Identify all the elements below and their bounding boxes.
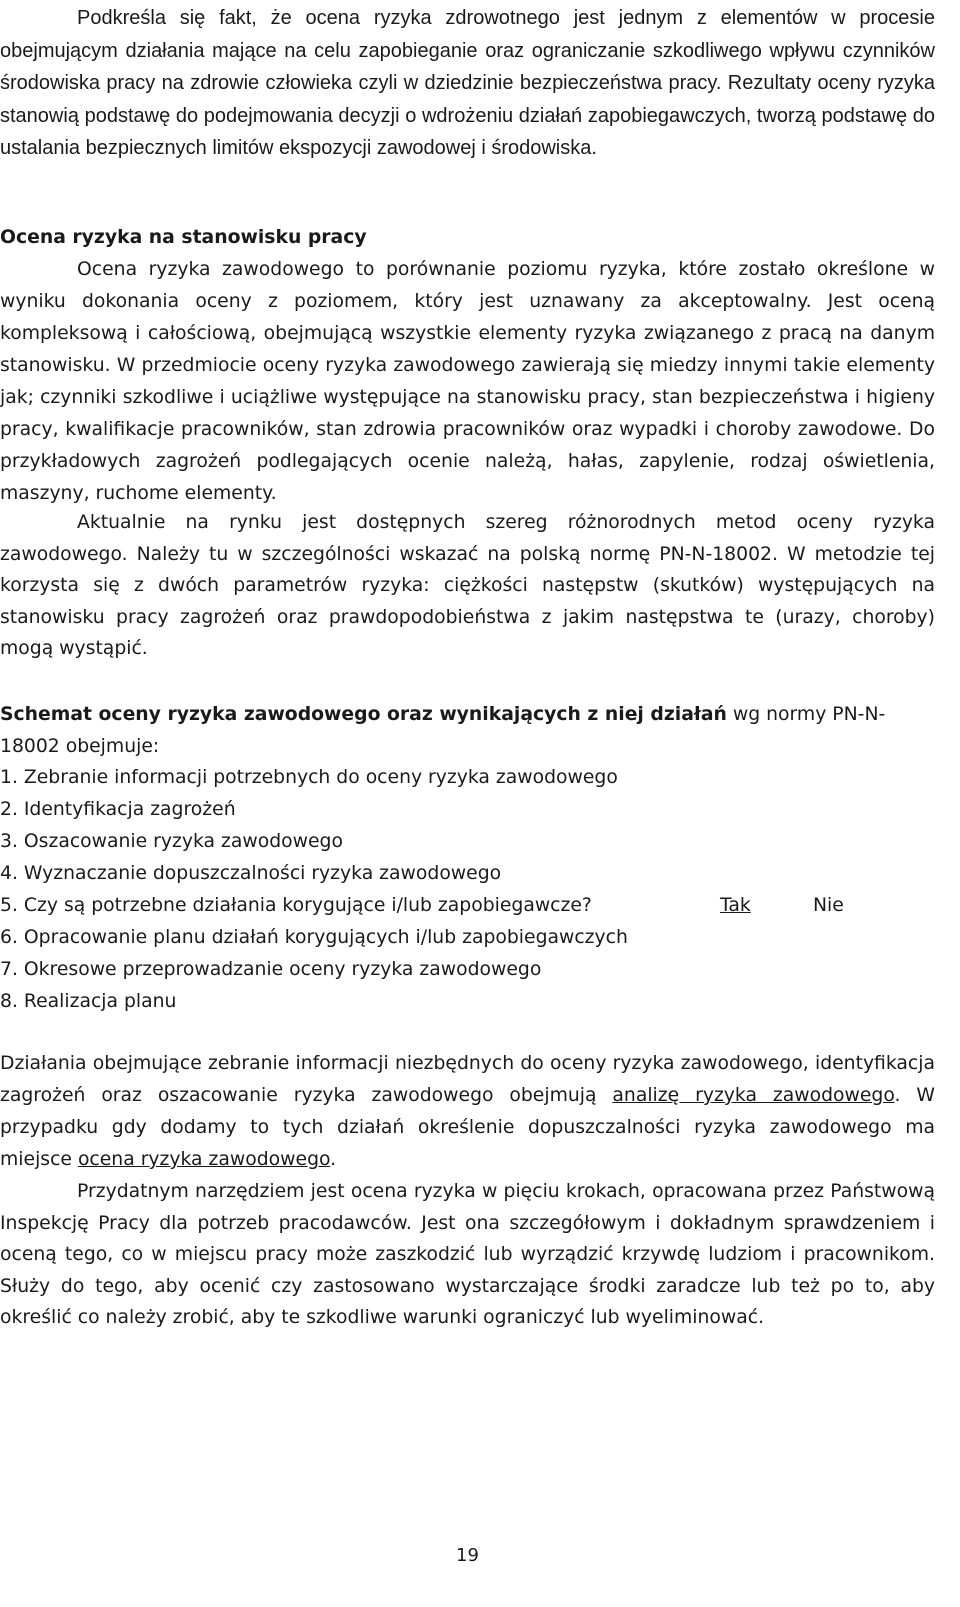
step-text: 3. Oszacowanie ryzyka zawodowego [0,831,343,852]
risk-assessment-paragraph: Ocena ryzyka zawodowego to porównanie poziomu ryzyka, które zostało określone w wyniku dokonania oceny z poziomem, który jest uznawany za akceptowalny. Jest oceną kompleksową i całościową, obejmującą wszystkie elementy ryzyka związanego z pracą na danym stanowisku. W przedmiocie oceny ryzyka zawodowego zawierają się miedzy innymi takie elementy jak; czynniki szkodliwe i uciążliwe występujące na stanowisku pracy, stan bezpieczeństwa i higieny pracy, kwalifikacje pracowników, stan zdrowia pracowników oraz wypadki i choroby zawodowe. Do przykładowych zagrożeń podlegających ocenie należą, hałas, zapylenie, rodzaj oświetlenia, maszyny, ruchome elementy. [0,259,935,504]
intro-paragraph: Podkreśla się fakt, że ocena ryzyka zdrowotnego jest jednym z elementów w procesie obejmującym działania mające na celu zapobieganie oraz ograniczanie szkodliwego wpływu czynników środowiska pracy na zdrowie człowieka czyli w dziedzinie bezpieczeństwa pracy. Rezultaty oceny ryzyka stanowią podstawę do podejmowania decyzji o wdrożeniu działań zapobiegawczych, tworzą podstawę do ustalania bezpiecznych limitów ekspozycji zawodowej i środowiska. [0,7,935,159]
list-item [0,954,935,986]
step-text: 6. Opracowanie planu działań korygujących i/lub zapobiegawczych [0,927,628,948]
step-text: 4. Wyznaczanie dopuszczalności ryzyka zawodowego [0,863,502,884]
step-text: 1. Zebranie informacji potrzebnych do oceny ryzyka zawodowego [0,767,618,788]
step-text: 7. Okresowe przeprowadzanie oceny ryzyka zawodowego [0,959,542,980]
list-item [0,922,935,954]
page-number: 19 [456,1545,479,1566]
option-yes: Tak [720,895,751,916]
schema-steps-list [0,762,935,1018]
methods-paragraph: Aktualnie na rynku jest dostępnych szereg różnorodnych metod oceny ryzyka zawodowego. Należy tu w szczególności wskazać na polską normę PN-N-18002. W metodzie tej korzysta się z dwóch parametrów ryzyka: ciężkości następstw (skutków) występujących na stanowisku pracy zagrożeń oraz prawdopodobieństwa z jakim następstwa te (urazy, choroby) mogą wystąpić. [0,512,935,659]
list-item [0,826,935,858]
schema-heading [0,699,935,763]
list-item [0,986,935,1018]
list-item [0,762,935,794]
option-no: Nie [813,895,844,916]
list-item [0,858,935,890]
list-item [0,890,935,922]
analysis-text-start: Działania obejmujące zebranie informacji niezbędnych do oceny ryzyka zawodowego, identyfikacja zagrożeń oraz oszacowanie ryzyka zawodowego obejmują [0,1053,935,1106]
section-heading: Ocena ryzyka na stanowisku pracy [0,227,367,248]
analysis-link: analizę ryzyka zawodowego [612,1085,895,1106]
analysis-text-end: . [330,1149,337,1170]
step-text: 5. Czy są potrzebne działania korygujące i/lub zapobiegawcze? [0,895,592,916]
assessment-link: ocena ryzyka zawodowego [77,1149,331,1170]
analysis-text-middle: . W przypadku gdy dodamy to tych działań określenie dopuszczalności ryzyka zawodowego ma miejsce [0,1085,935,1170]
schema-title: Schemat oceny ryzyka zawodowego oraz wynikających z niej działań [0,704,727,725]
analysis-paragraph [0,1048,935,1176]
five-steps-paragraph: Przydatnym narzędziem jest ocena ryzyka w pięciu krokach, opracowana przez Państwową Inspekcję Pracy dla potrzeb pracodawców. Jest ona szczegółowym i dokładnym sprawdzeniem i oceną tego, co w miejscu pracy może zaszkodzić lub wyrządzić krzywdę ludziom i pracownikom. Służy do tego, aby ocenić czy zastosowano wystarczające środki zaradcze lub też po to, aby określić co należy zrobić, aby te szkodliwe warunki ograniczyć lub wyeliminować. [0,1181,935,1328]
step-text: 2. Identyfikacja zagrożeń [0,799,236,820]
list-item [0,794,935,826]
step-text: 8. Realizacja planu [0,991,177,1012]
schema-title-rest: wg normy PN-N-18002 obejmuje: [0,704,886,757]
